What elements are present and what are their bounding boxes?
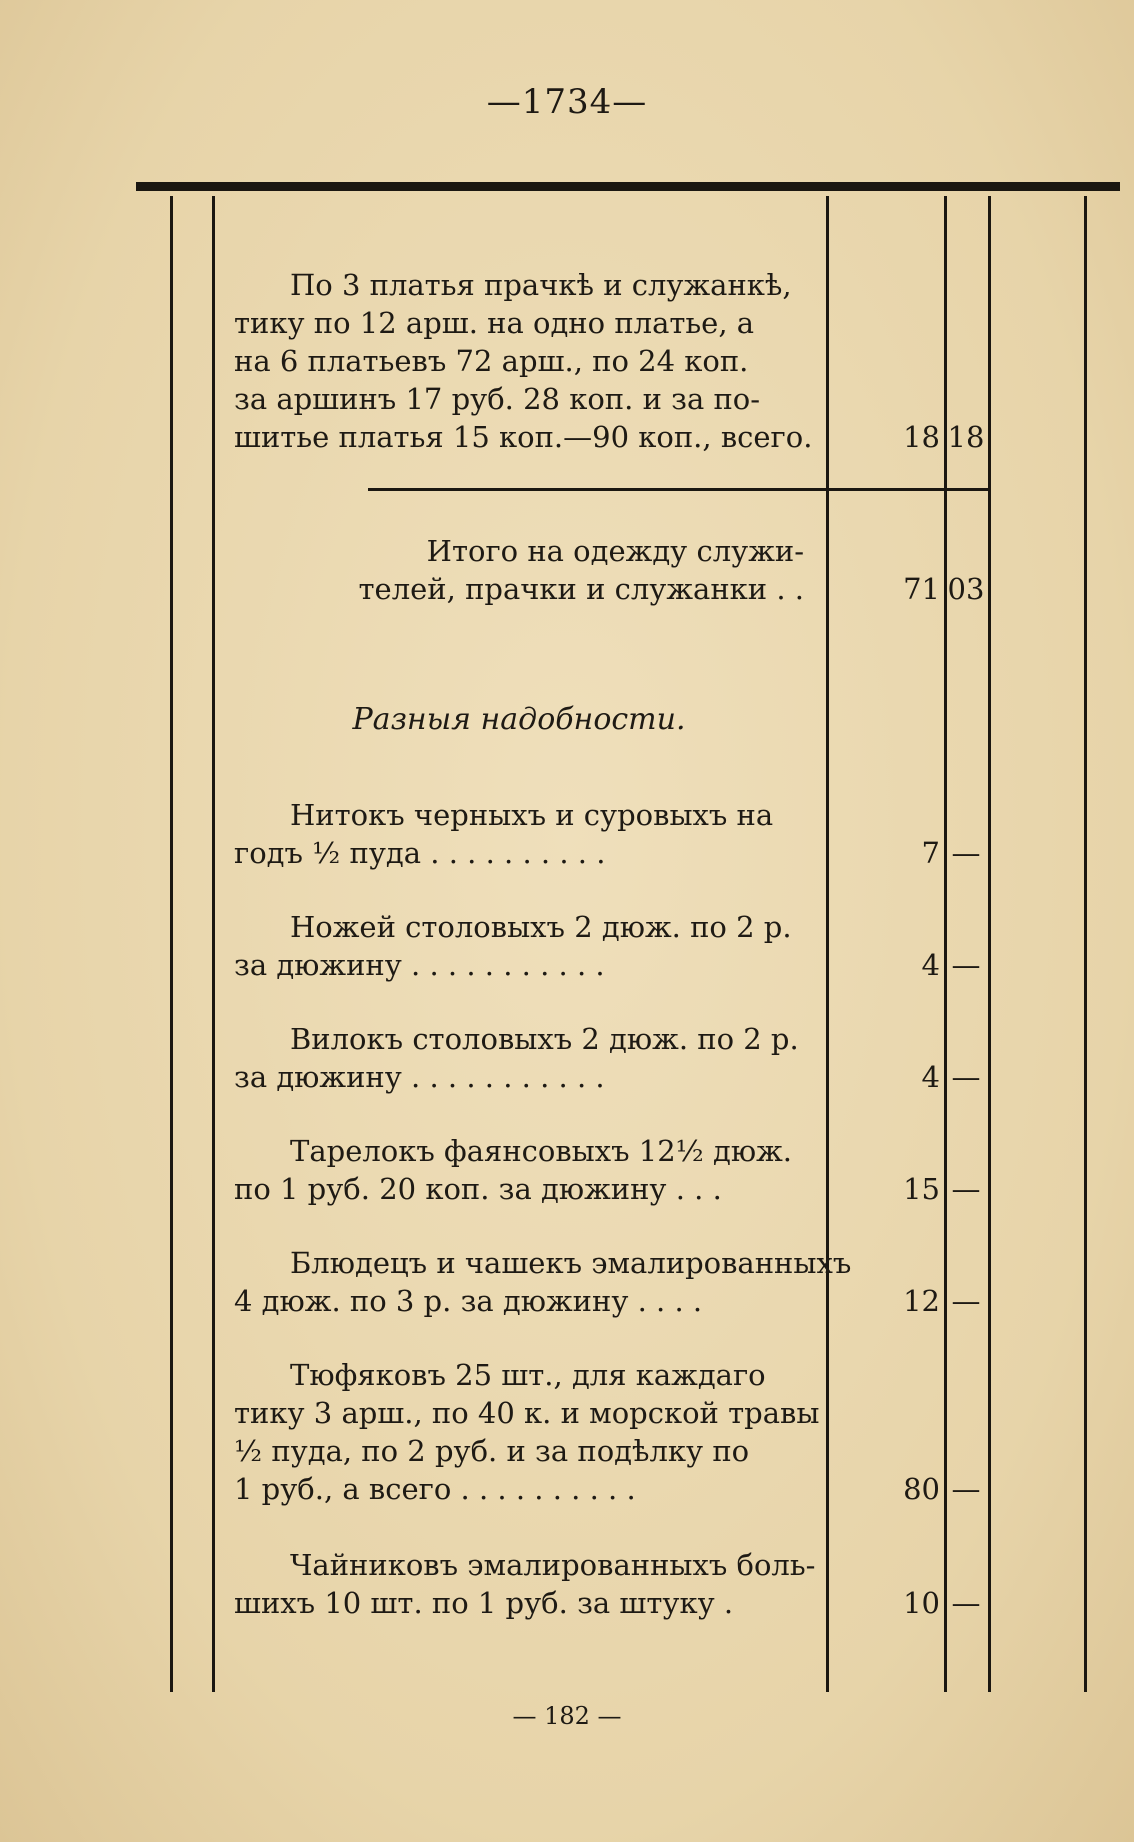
rub-column-left-rule bbox=[826, 196, 829, 1692]
top-thick-rule bbox=[136, 182, 1120, 191]
total-line: телей, прачки и служанки . . bbox=[358, 572, 804, 606]
page-header-number: —1734— bbox=[486, 82, 648, 122]
right-border bbox=[1084, 196, 1087, 1692]
item-kop-amount: — bbox=[951, 1172, 981, 1206]
left-border-inner bbox=[212, 196, 215, 1692]
item-line: ½ пуда, по 2 руб. и за подѣлку по bbox=[234, 1434, 750, 1468]
total-kop-amount: 03 bbox=[947, 572, 985, 606]
entry-rub-amount: 18 bbox=[903, 420, 940, 454]
item-forks bbox=[234, 1020, 804, 1096]
item-line: по 1 руб. 20 коп. за дюжину . . . bbox=[234, 1172, 722, 1206]
item-kop-amount: — bbox=[951, 836, 981, 870]
item-threads bbox=[234, 796, 804, 872]
item-rub-amount: 15 bbox=[903, 1172, 940, 1206]
item-line: Вилокъ столовыхъ 2 дюж. по 2 р. bbox=[290, 1022, 799, 1056]
item-knives bbox=[234, 908, 804, 984]
entry-line: По 3 платья прачкѣ и служанкѣ, bbox=[290, 268, 792, 302]
total-separator-rule bbox=[368, 488, 988, 491]
item-saucers-cups bbox=[234, 1244, 852, 1320]
entry-laundress-dresses bbox=[234, 266, 813, 456]
total-line: Итого на одежду служи- bbox=[426, 534, 804, 568]
item-line: Тарелокъ фаянсовыхъ 12½ дюж. bbox=[290, 1134, 793, 1168]
item-line: за дюжину . . . . . . . . . . . bbox=[234, 1060, 605, 1094]
item-rub-amount: 10 bbox=[903, 1586, 940, 1620]
item-line: тику 3 арш., по 40 к. и морской травы bbox=[234, 1396, 820, 1430]
entry-line: на 6 платьевъ 72 арш., по 24 коп. bbox=[234, 344, 749, 378]
item-line: Тюфяковъ 25 шт., для каждаго bbox=[290, 1358, 766, 1392]
item-line: за дюжину . . . . . . . . . . . bbox=[234, 948, 605, 982]
entry-line: шитье платья 15 коп.—90 коп., всего. bbox=[234, 420, 813, 454]
item-rub-amount: 12 bbox=[903, 1284, 940, 1318]
item-line: годъ ½ пуда . . . . . . . . . . bbox=[234, 836, 606, 870]
item-kop-amount: — bbox=[951, 1586, 981, 1620]
item-mattresses bbox=[234, 1356, 820, 1508]
item-plates bbox=[234, 1132, 804, 1208]
section-title: Разныя надобности. bbox=[352, 702, 686, 737]
item-teapots bbox=[234, 1546, 816, 1622]
entry-line: тику по 12 арш. на одно платье, а bbox=[234, 306, 755, 340]
item-kop-amount: — bbox=[951, 1472, 981, 1506]
item-rub-amount: 7 bbox=[921, 836, 940, 870]
item-line: Блюдецъ и чашекъ эмалированныхъ bbox=[290, 1246, 852, 1280]
item-line: Чайниковъ эмалированныхъ боль- bbox=[290, 1548, 816, 1582]
item-rub-amount: 4 bbox=[921, 1060, 940, 1094]
item-kop-amount: — bbox=[951, 1284, 981, 1318]
total-rub-amount: 71 bbox=[903, 572, 940, 606]
total-clothing bbox=[234, 532, 804, 608]
item-kop-amount: — bbox=[951, 948, 981, 982]
kop-column-right-rule bbox=[988, 196, 991, 1692]
page-footer-number: — 182 — bbox=[512, 1702, 622, 1730]
item-line: шихъ 10 шт. по 1 руб. за штуку . bbox=[234, 1586, 734, 1620]
item-rub-amount: 4 bbox=[921, 948, 940, 982]
item-rub-amount: 80 bbox=[903, 1472, 940, 1506]
entry-kop-amount: 18 bbox=[947, 420, 985, 454]
item-line: Ножей столовыхъ 2 дюж. по 2 р. bbox=[290, 910, 792, 944]
item-line: 1 руб., а всего . . . . . . . . . . bbox=[234, 1472, 636, 1506]
item-line: 4 дюж. по 3 р. за дюжину . . . . bbox=[234, 1284, 703, 1318]
item-line: Нитокъ черныхъ и суровыхъ на bbox=[290, 798, 774, 832]
left-border-outer bbox=[170, 196, 173, 1692]
entry-line: за аршинъ 17 руб. 28 коп. и за по- bbox=[234, 382, 761, 416]
item-kop-amount: — bbox=[951, 1060, 981, 1094]
